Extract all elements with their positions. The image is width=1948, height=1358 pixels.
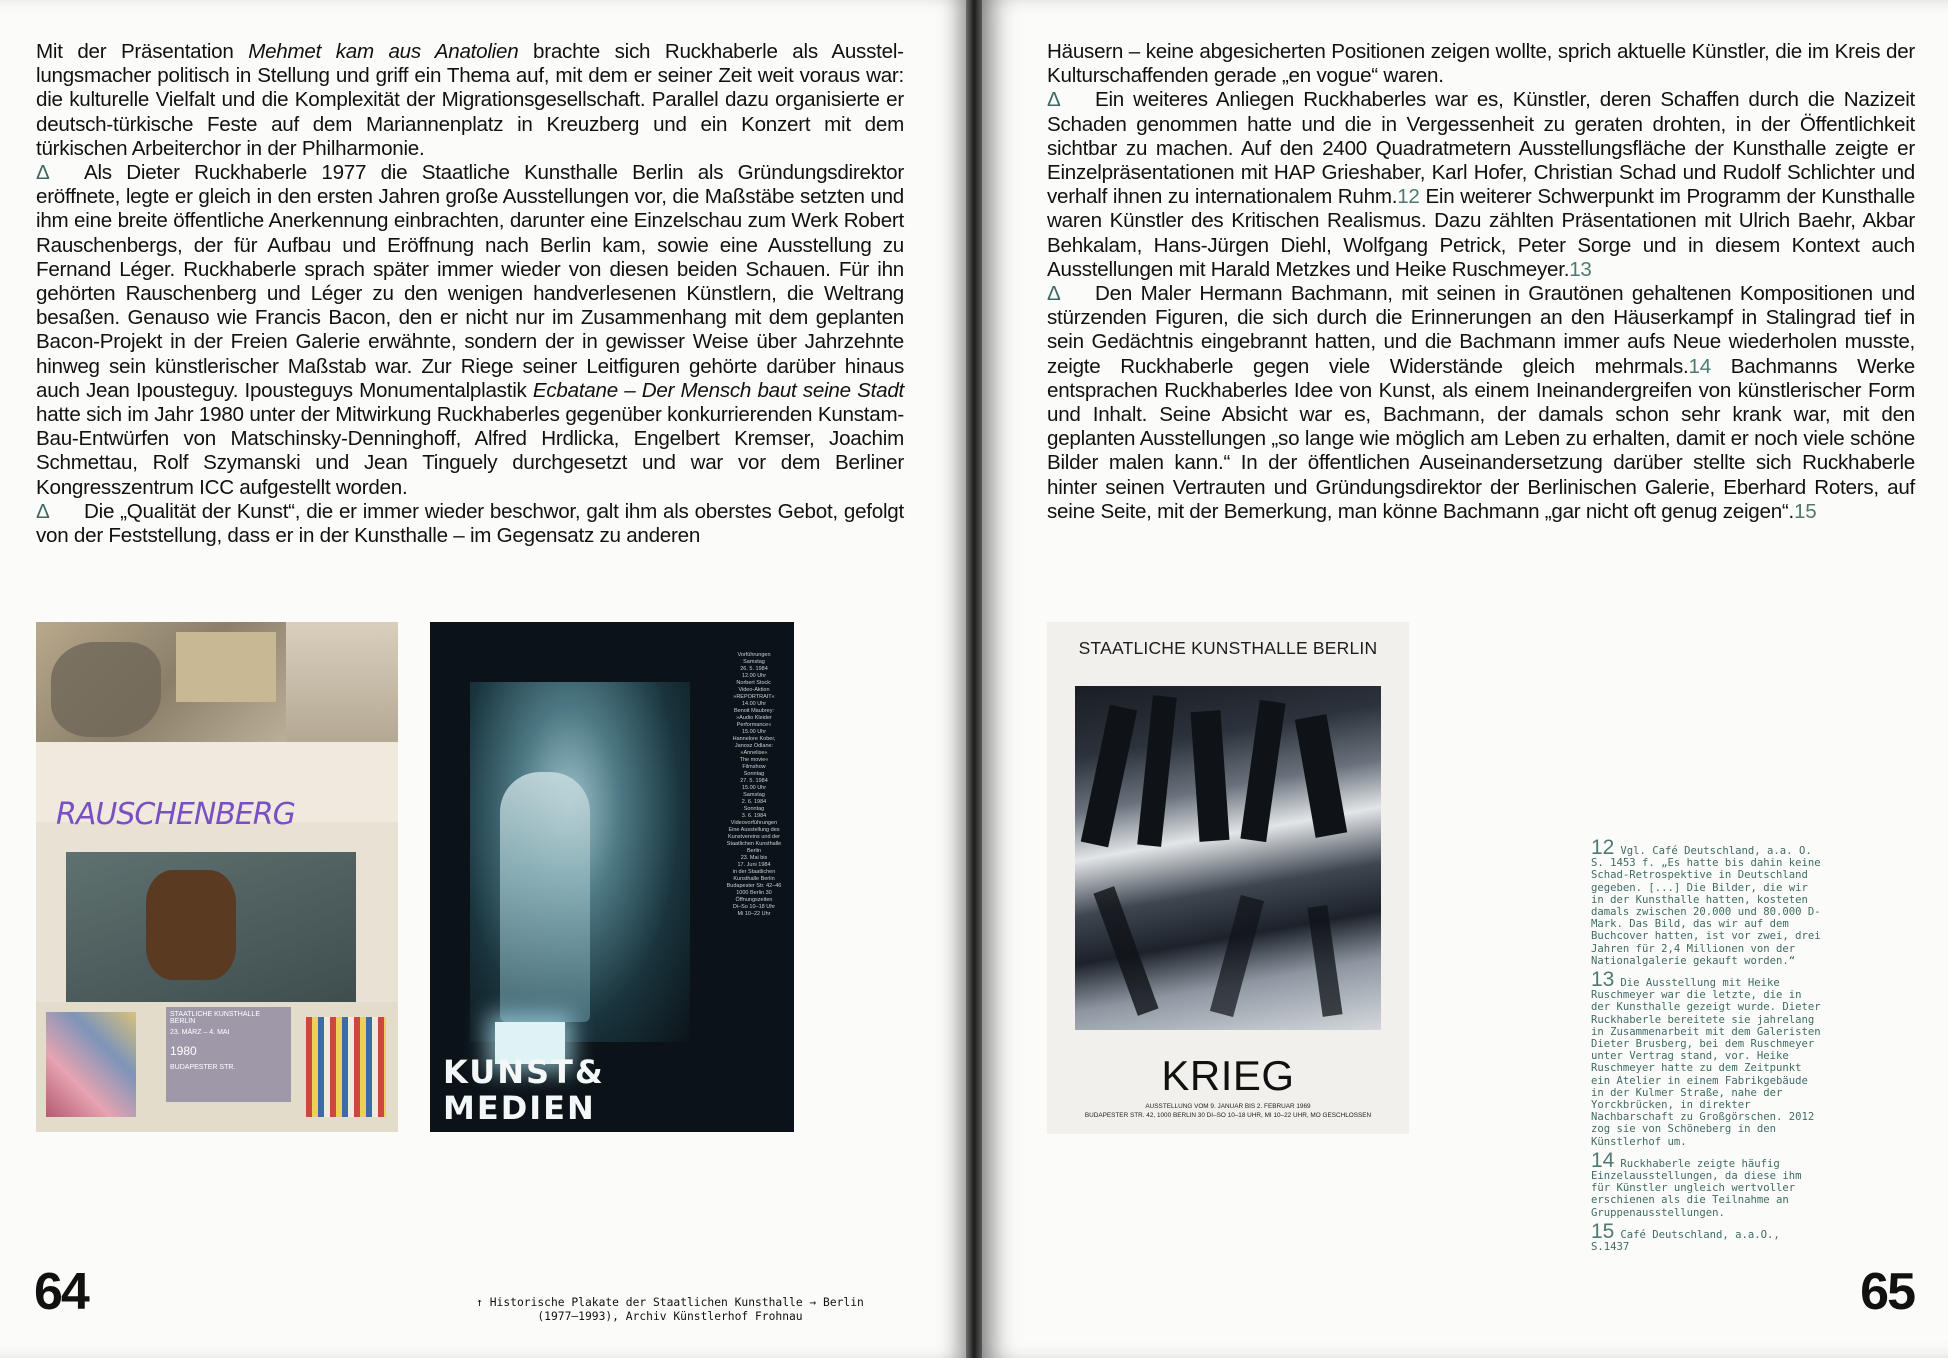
kunst-medien-title bbox=[443, 1054, 663, 1126]
rauschenberg-signature: RAUSCHENBERG bbox=[56, 797, 295, 832]
footnote-text: Café Deutschland, a.a.O., S.1437 bbox=[1591, 1228, 1780, 1254]
footnote-number: 12 bbox=[1591, 836, 1615, 859]
krieg-header: STAATLICHE KUNSTHALLE BERLIN bbox=[1078, 638, 1378, 658]
text-run: Den Maler Hermann Bachmann, mit seinen in Grautönen gehaltenen Kompositionen und stürzenden Figuren, die sich durch die Erinnerungen an den Häuserkampf in Stalingrad tief in sein Gedächtnis eingebrannt hatten, und die Bachmann immer aufs Neue wiederholen musste, zeigte Ruckhaberle gegen viele Widerstände gleich mehrmals. bbox=[1047, 282, 1915, 378]
text-run: Häusern – keine abgesicherten Positionen zeigen wollte, sprich aktuelle Künstler, die im Kreis der Kulturschaffenden gerade „en vogue“ waren. bbox=[1047, 40, 1915, 88]
kunst-medien-poster bbox=[430, 622, 794, 1132]
program-line: Janosz Odlane: bbox=[734, 743, 774, 749]
program-line: Sonntag bbox=[743, 771, 765, 777]
program-line: Eine Ausstellung des Kunstvereins und der Staatlichen Kunsthalle Berlin bbox=[726, 827, 782, 854]
footnote-number: 15 bbox=[1591, 1219, 1615, 1243]
program-line: Sonntag bbox=[743, 806, 765, 812]
footnote-ref: 13 bbox=[1569, 257, 1592, 281]
page-number-right: 65 bbox=[1860, 1263, 1914, 1321]
program-line: Videovorführungen bbox=[730, 820, 778, 826]
krieg-poster bbox=[1047, 622, 1409, 1134]
paragraph bbox=[36, 40, 904, 161]
program-line: 12.00 Uhr bbox=[741, 673, 767, 679]
footnote-text: Ruckhaberle zeigte häufig Einzelausstellungen, da diese ihm für Künstler ungleich wertvoller erschienen als die Teilnahme an Gruppenausstellungen. bbox=[1591, 1157, 1802, 1219]
image-caption: ↑ Historische Plakate der Staatlichen Kunsthalle → Berlin (1977–1993), Archiv Künstlerhof Frohnau bbox=[476, 1296, 864, 1323]
program-line: 15.00 Uhr bbox=[741, 729, 767, 735]
footnote bbox=[1591, 1148, 1823, 1219]
footnote bbox=[1591, 836, 1823, 967]
program-line: 2. 6. 1984 bbox=[741, 799, 767, 805]
italic-title: Ecbatane – Der Mensch baut seine Stadt bbox=[532, 378, 904, 402]
footnote bbox=[1591, 968, 1823, 1148]
rauschenberg-year: 1980 bbox=[170, 1044, 197, 1058]
left-body-text bbox=[36, 40, 904, 548]
program-line: »Annelise« bbox=[740, 750, 768, 756]
krieg-artwork bbox=[1075, 686, 1381, 1030]
right-body-text bbox=[1047, 40, 1915, 524]
footnote-text: Die Ausstellung mit Heike Ruschmeyer war die letzte, die in der Kunsthalle gezeigt wurde. Dieter Ruckhaberle bereitete sie jahrelang in Zusammenarbeit mit dem Galeristen Dieter Brusberg, bei dem Ruschmeyer unter Vertrag stand, vor. Heike Ruschmeyer hatte zu dem Zeitpunkt ein Atelier in einem Fabrikgebäude in der Kulmer Straße, nahe der Yorckbrücken, in direkter Nachbarschaft zu Großgörschen. 2012 zog sie von Schöneberg in den Künstlerhof um. bbox=[1591, 977, 1821, 1148]
rauschenberg-dates: 23. MÄRZ – 4. MAI bbox=[170, 1029, 230, 1036]
delta-marker: Δ bbox=[36, 161, 50, 185]
paragraph bbox=[1047, 40, 1915, 88]
rauschenberg-poster bbox=[36, 622, 398, 1132]
program-line: 1000 Berlin 30 bbox=[736, 890, 772, 896]
delta-marker: Δ bbox=[1047, 88, 1061, 112]
program-line: Samstag bbox=[743, 659, 765, 665]
footnote-ref: 12 bbox=[1397, 185, 1420, 209]
page-number-left: 64 bbox=[34, 1263, 88, 1321]
program-line: Norbert Stock: bbox=[736, 680, 772, 686]
left-page bbox=[0, 0, 966, 1358]
program-line: Filmshow bbox=[742, 764, 766, 770]
program-line: Öffnungszeiten bbox=[735, 897, 773, 903]
program-line: 27. 5. 1984 bbox=[740, 778, 768, 784]
program-line: 26. 5. 1984 bbox=[740, 666, 768, 672]
text-run: brachte sich Ruckhaberle als Ausstellungsmacher politisch in Stellung und griff ein Thema auf, mit dem er seiner Zeit weit voraus war: die kulturelle Vielfalt und die Komplexität der Migrationsgesellschaft. Parallel dazu organisierte er deutsch-türkische Feste auf dem Mariannenplatz in Kreuzberg und ein Konzert mit dem türkischen Arbeiterchor in der Philharmonie. bbox=[36, 40, 905, 160]
program-line: Samstag bbox=[743, 792, 765, 798]
ghost-figure bbox=[500, 772, 590, 1022]
paragraph bbox=[36, 500, 904, 548]
paragraph bbox=[36, 161, 904, 500]
program-line: in der Staatlichen bbox=[732, 869, 776, 875]
program-line: Video-Aktion bbox=[738, 687, 770, 693]
delta-marker: Δ bbox=[1047, 282, 1061, 306]
footnote-number: 13 bbox=[1591, 968, 1615, 992]
footnotes bbox=[1591, 836, 1823, 1260]
footnote-ref: 15 bbox=[1793, 499, 1817, 523]
program-line: Kunsthalle Berlin bbox=[733, 876, 775, 882]
text-run: Bachmanns Werke entsprachen Ruckhaberles Idee von Kunst, als einem Ineinandergreifen von künstlerischer Form und Inhalt. Seine Absicht war es, Bachmann, der damals schon sehr krank war, mit den geplanten Ausstellungen „so lange wie möglich am Leben zu erhalten, damit er noch viele schöne Bilder malen kann.“ In der öffentlichen Auseinandersetzung darüber stellte sich Ruckhaberle hinter seinen Vertrauten und Gründungsdirektor der Berlinischen Galerie, Eberhard Roters, auf seine Seite, mit der Bemerkung, man könne Bachmann „gar nicht oft genug zeigen“. bbox=[1047, 354, 1915, 523]
text-run: Die „Qualität der Kunst“, die er immer wieder beschwor, galt ihm als oberstes Gebot, gefolgt von der Feststellung, dass er in der Kunsthalle – im Gegensatz zu anderen bbox=[36, 499, 904, 548]
program-line: Di–So 10–18 Uhr bbox=[732, 904, 776, 910]
footnote-text: Vgl. Café Deutschland, a.a. O. S. 1453 f. „Es hatte bis dahin keine Schad-Retrospektive in Deutschland gegeben. [...] Die Bilder, die wir in der Kunsthalle hatten, kosteten damals zwischen 20.000 und 80.000 D-Mark. Das Bild, das wir auf dem Buchcover hatten, ist vor zwei, drei Jahren für 2,4 Millionen von der Nationalgalerie gekauft worden.“ bbox=[1591, 845, 1821, 967]
kunst-medien-title-line2: MEDIEN bbox=[443, 1089, 596, 1127]
footnote bbox=[1591, 1219, 1823, 1254]
krieg-info-dates: AUSSTELLUNG VOM 9. JANUAR BIS 2. FEBRUAR 1969 bbox=[1145, 1103, 1311, 1110]
paragraph bbox=[1047, 88, 1915, 282]
krieg-info bbox=[1047, 1102, 1409, 1120]
program-line: Performance« bbox=[736, 722, 772, 728]
program-line: 17. Juni 1984 bbox=[737, 862, 771, 868]
text-run: hatte sich im Jahr 1980 unter der Mitwirkung Ruckhaberles gegenüber konkurrierenden Kunstam-Bau-Entwürfen von Matschinsky-Denninghoff, Alfred Hrdlicka, Engelbert Kremser, Joachim Schmettau, Rolf Szymanski und Jean Tinguely durchgesetzt und war vor dem Berliner Kongresszentrum ICC aufgestellt worden. bbox=[36, 403, 904, 499]
program-line: Benoit Maubrey: bbox=[733, 708, 775, 714]
text-run: Ein weiterer Schwerpunkt im Programm der Kunsthalle waren Künstler des Kritischen Realismus. Dazu zählten Präsentationen mit Ulrich Baehr, Akbar Behkalam, Hans-Jürgen Diehl, Wolfgang Petrick, Peter Sorge und in diesem Kontext auch Ausstellungen mit Harald Metzkes und Heike Ruschmeyer. bbox=[1047, 185, 1915, 281]
kunst-medien-program bbox=[720, 652, 788, 918]
krieg-title: KRIEG bbox=[1161, 1052, 1295, 1099]
program-line: 15.00 Uhr bbox=[741, 785, 767, 791]
right-page bbox=[982, 0, 1948, 1358]
book-gutter bbox=[966, 0, 982, 1358]
text-run: Mit der Präsentation bbox=[36, 40, 249, 63]
footnote-ref: 14 bbox=[1688, 354, 1711, 378]
kunst-medien-title-line1: KUNST& bbox=[443, 1053, 605, 1091]
program-line: 23. Mai bis bbox=[740, 855, 768, 861]
rauschenberg-inner-header: STAATLICHE KUNSTHALLE BERLIN bbox=[170, 1011, 260, 1025]
program-line: »REPORTRAIT« bbox=[733, 694, 775, 700]
krieg-info-address: BUDAPESTER STR. 42, 1000 BERLIN 30 DI–SO 10–18 UHR, MI 10–22 UHR, MO GESCHLOSSEN bbox=[1084, 1112, 1372, 1119]
text-run: Ein weiteres Anliegen Ruckhaberles war es, Künstler, deren Schaffen durch die Nazizeit Schaden genommen hatte und die in Vergessenheit zu geraten drohten, in der Öffentlichkeit sichtbar zu machen. Auf den 2400 Quadratmetern Ausstellungsfläche der Kunsthalle zeigte er Einzelpräsentationen mit HAP Grieshaber, Karl Hofer, Christian Schad und Rudolf Schlichter und verhalf ihnen zu internationalem Ruhm. bbox=[1047, 88, 1915, 209]
footnote-number: 14 bbox=[1591, 1148, 1615, 1172]
program-line: Hannelore Kober, bbox=[732, 736, 776, 742]
program-line: Mi 10–22 Uhr bbox=[737, 911, 771, 917]
rauschenberg-address: BUDAPESTER STR. bbox=[170, 1064, 236, 1071]
text-run: Als Dieter Ruckhaberle 1977 die Staatliche Kunsthalle Berlin als Gründungsdirektor eröffnete, legte er gleich in den ersten Jahren große Ausstellungen vor, die Maßstäbe setzten und ihm eine breite öffentliche Anerkennung einbrachten, darunter eine Einzelschau zum Werk Robert Rauschenbergs, der für Aufbau und Eröffnung nach Berlin kam, sowie eine Ausstellung zu Fernand Léger. Ruckhaberle sprach später immer wieder von diesen beiden Schauen. Für ihn gehörten Rauschenberg und Léger zu den wenigen handverlesenen Künstlern, die Weltrang besaßen. Genauso wie Francis Bacon, den er nicht nur im Zusammenhang mit dem geplanten Bacon-Projekt in der Freien Galerie erwähnte, sondern der in gewisser Weise über Jahrzehnte hinweg sein künstlerischer Maßstab war. Zur Riege seiner Leitfiguren gehörte darüber hinaus auch Jean Ipousteguy. Ipousteguys Monumentalplastik bbox=[36, 161, 904, 402]
program-line: The movie« bbox=[739, 757, 769, 763]
delta-marker: Δ bbox=[36, 499, 50, 523]
program-line: Budapester Str. 42–46 bbox=[726, 883, 782, 889]
paragraph bbox=[1047, 282, 1915, 524]
program-line: »Audio Kleider bbox=[736, 715, 772, 721]
italic-title: Mehmet kam aus Anatolien bbox=[248, 40, 519, 63]
program-line: 3. 6. 1984 bbox=[741, 813, 767, 819]
program-line: Vorführungen bbox=[737, 652, 771, 658]
program-line: 14.00 Uhr bbox=[741, 701, 767, 707]
